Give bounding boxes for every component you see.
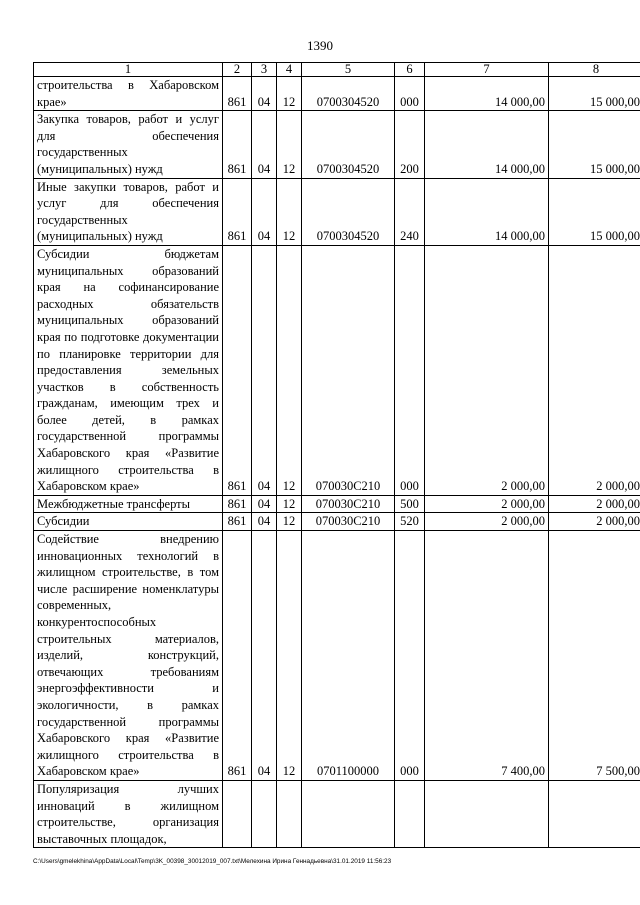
row-subsection: 12 — [277, 77, 302, 111]
row-expense-type: 520 — [395, 513, 425, 531]
table-row — [34, 245, 640, 495]
table-row — [34, 178, 640, 245]
row-subsection — [277, 780, 302, 847]
row-expense-type: 200 — [395, 111, 425, 178]
row-description: Закупка товаров, работ и услуг для обеспечения государственных (муниципальных) нужд — [34, 111, 223, 178]
table-row — [34, 111, 640, 178]
row-subsection: 12 — [277, 245, 302, 495]
row-section: 04 — [252, 531, 277, 781]
row-ministry-code: 861 — [223, 531, 252, 781]
row-description: Субсидии — [34, 513, 223, 531]
table-row — [34, 495, 640, 513]
row-section — [252, 780, 277, 847]
row-amount-2: 15 000,00 — [549, 77, 640, 111]
row-ministry-code: 861 — [223, 111, 252, 178]
header-col-1: 1 — [34, 63, 223, 77]
row-section: 04 — [252, 513, 277, 531]
row-target-article: 070030С210 — [302, 245, 395, 495]
header-col-7: 7 — [425, 63, 549, 77]
row-amount-2: 15 000,00 — [549, 178, 640, 245]
page-number: 1390 — [307, 38, 333, 53]
row-expense-type: 000 — [395, 77, 425, 111]
row-target-article: 0701100000 — [302, 531, 395, 781]
table-row — [34, 780, 640, 847]
table-header — [34, 63, 640, 77]
row-subsection: 12 — [277, 531, 302, 781]
row-section: 04 — [252, 178, 277, 245]
row-expense-type: 240 — [395, 178, 425, 245]
row-section: 04 — [252, 245, 277, 495]
header-col-4: 4 — [277, 63, 302, 77]
budget-table — [33, 62, 640, 848]
row-amount-2: 2 000,00 — [549, 245, 640, 495]
row-ministry-code — [223, 780, 252, 847]
row-amount-2: 2 000,00 — [549, 513, 640, 531]
table-row — [34, 513, 640, 531]
header-col-6: 6 — [395, 63, 425, 77]
row-amount-1: 2 000,00 — [425, 495, 549, 513]
header-col-3: 3 — [252, 63, 277, 77]
row-target-article: 070030С210 — [302, 513, 395, 531]
row-description: Субсидии бюджетам муниципальных образований края на софинансирование расходных обязательств муниципальных образований края по подготовке документации по планировке территории для предоставления земельных участков в собственность гражданам, имеющим трех и более детей, в рамках государственной программы Хабаровского края «Развитие жилищного строительства в Хабаровском крае» — [34, 245, 223, 495]
file-path-footer: C:\Users\gmelekhina\AppData\Local\Temp\3K_00398_30012019_007.txt\Мелехина Ирина Геннадьевна\31.01.2019 11:56:23 — [33, 858, 392, 865]
row-ministry-code: 861 — [223, 178, 252, 245]
header-col-5: 5 — [302, 63, 395, 77]
header-col-8: 8 — [549, 63, 640, 77]
row-target-article: 0700304520 — [302, 178, 395, 245]
row-ministry-code: 861 — [223, 495, 252, 513]
row-amount-1: 2 000,00 — [425, 245, 549, 495]
row-target-article: 0700304520 — [302, 111, 395, 178]
row-target-article: 070030С210 — [302, 495, 395, 513]
row-description: Популяризация лучших инноваций в жилищном строительстве, организация выставочных площадок, — [34, 780, 223, 847]
row-amount-1: 2 000,00 — [425, 513, 549, 531]
row-description: Содействие внедрению инновационных технологий в жилищном строительстве, в том числе расширение номенклатуры современных, конкурентоспособных строительных материалов, изделий, конструкций, отвечающих требованиям энергоэффективности и экологичности, в рамках государственной программы Хабаровского края «Развитие жилищного строительства в Хабаровском крае» — [34, 531, 223, 781]
table-body — [34, 77, 640, 848]
row-amount-1: 14 000,00 — [425, 77, 549, 111]
row-amount-1: 14 000,00 — [425, 178, 549, 245]
row-amount-2: 15 000,00 — [549, 111, 640, 178]
row-subsection: 12 — [277, 178, 302, 245]
row-ministry-code: 861 — [223, 245, 252, 495]
row-subsection: 12 — [277, 111, 302, 178]
row-section: 04 — [252, 495, 277, 513]
row-section: 04 — [252, 111, 277, 178]
row-amount-2: 2 000,00 — [549, 495, 640, 513]
table-row — [34, 77, 640, 111]
row-expense-type: 500 — [395, 495, 425, 513]
row-ministry-code: 861 — [223, 513, 252, 531]
row-amount-1: 7 400,00 — [425, 531, 549, 781]
row-ministry-code: 861 — [223, 77, 252, 111]
header-col-2: 2 — [223, 63, 252, 77]
row-section: 04 — [252, 77, 277, 111]
row-description: строительства в Хабаровском крае» — [34, 77, 223, 111]
header-row — [34, 63, 640, 77]
row-expense-type: 000 — [395, 245, 425, 495]
row-subsection: 12 — [277, 513, 302, 531]
row-description: Межбюджетные трансферты — [34, 495, 223, 513]
row-amount-1: 14 000,00 — [425, 111, 549, 178]
table-row — [34, 531, 640, 781]
row-amount-2: 7 500,00 — [549, 531, 640, 781]
row-amount-1 — [425, 780, 549, 847]
row-target-article — [302, 780, 395, 847]
row-amount-2 — [549, 780, 640, 847]
row-expense-type: 000 — [395, 531, 425, 781]
row-target-article: 0700304520 — [302, 77, 395, 111]
row-expense-type — [395, 780, 425, 847]
row-subsection: 12 — [277, 495, 302, 513]
row-description: Иные закупки товаров, работ и услуг для обеспечения государственных (муниципальных) нужд — [34, 178, 223, 245]
